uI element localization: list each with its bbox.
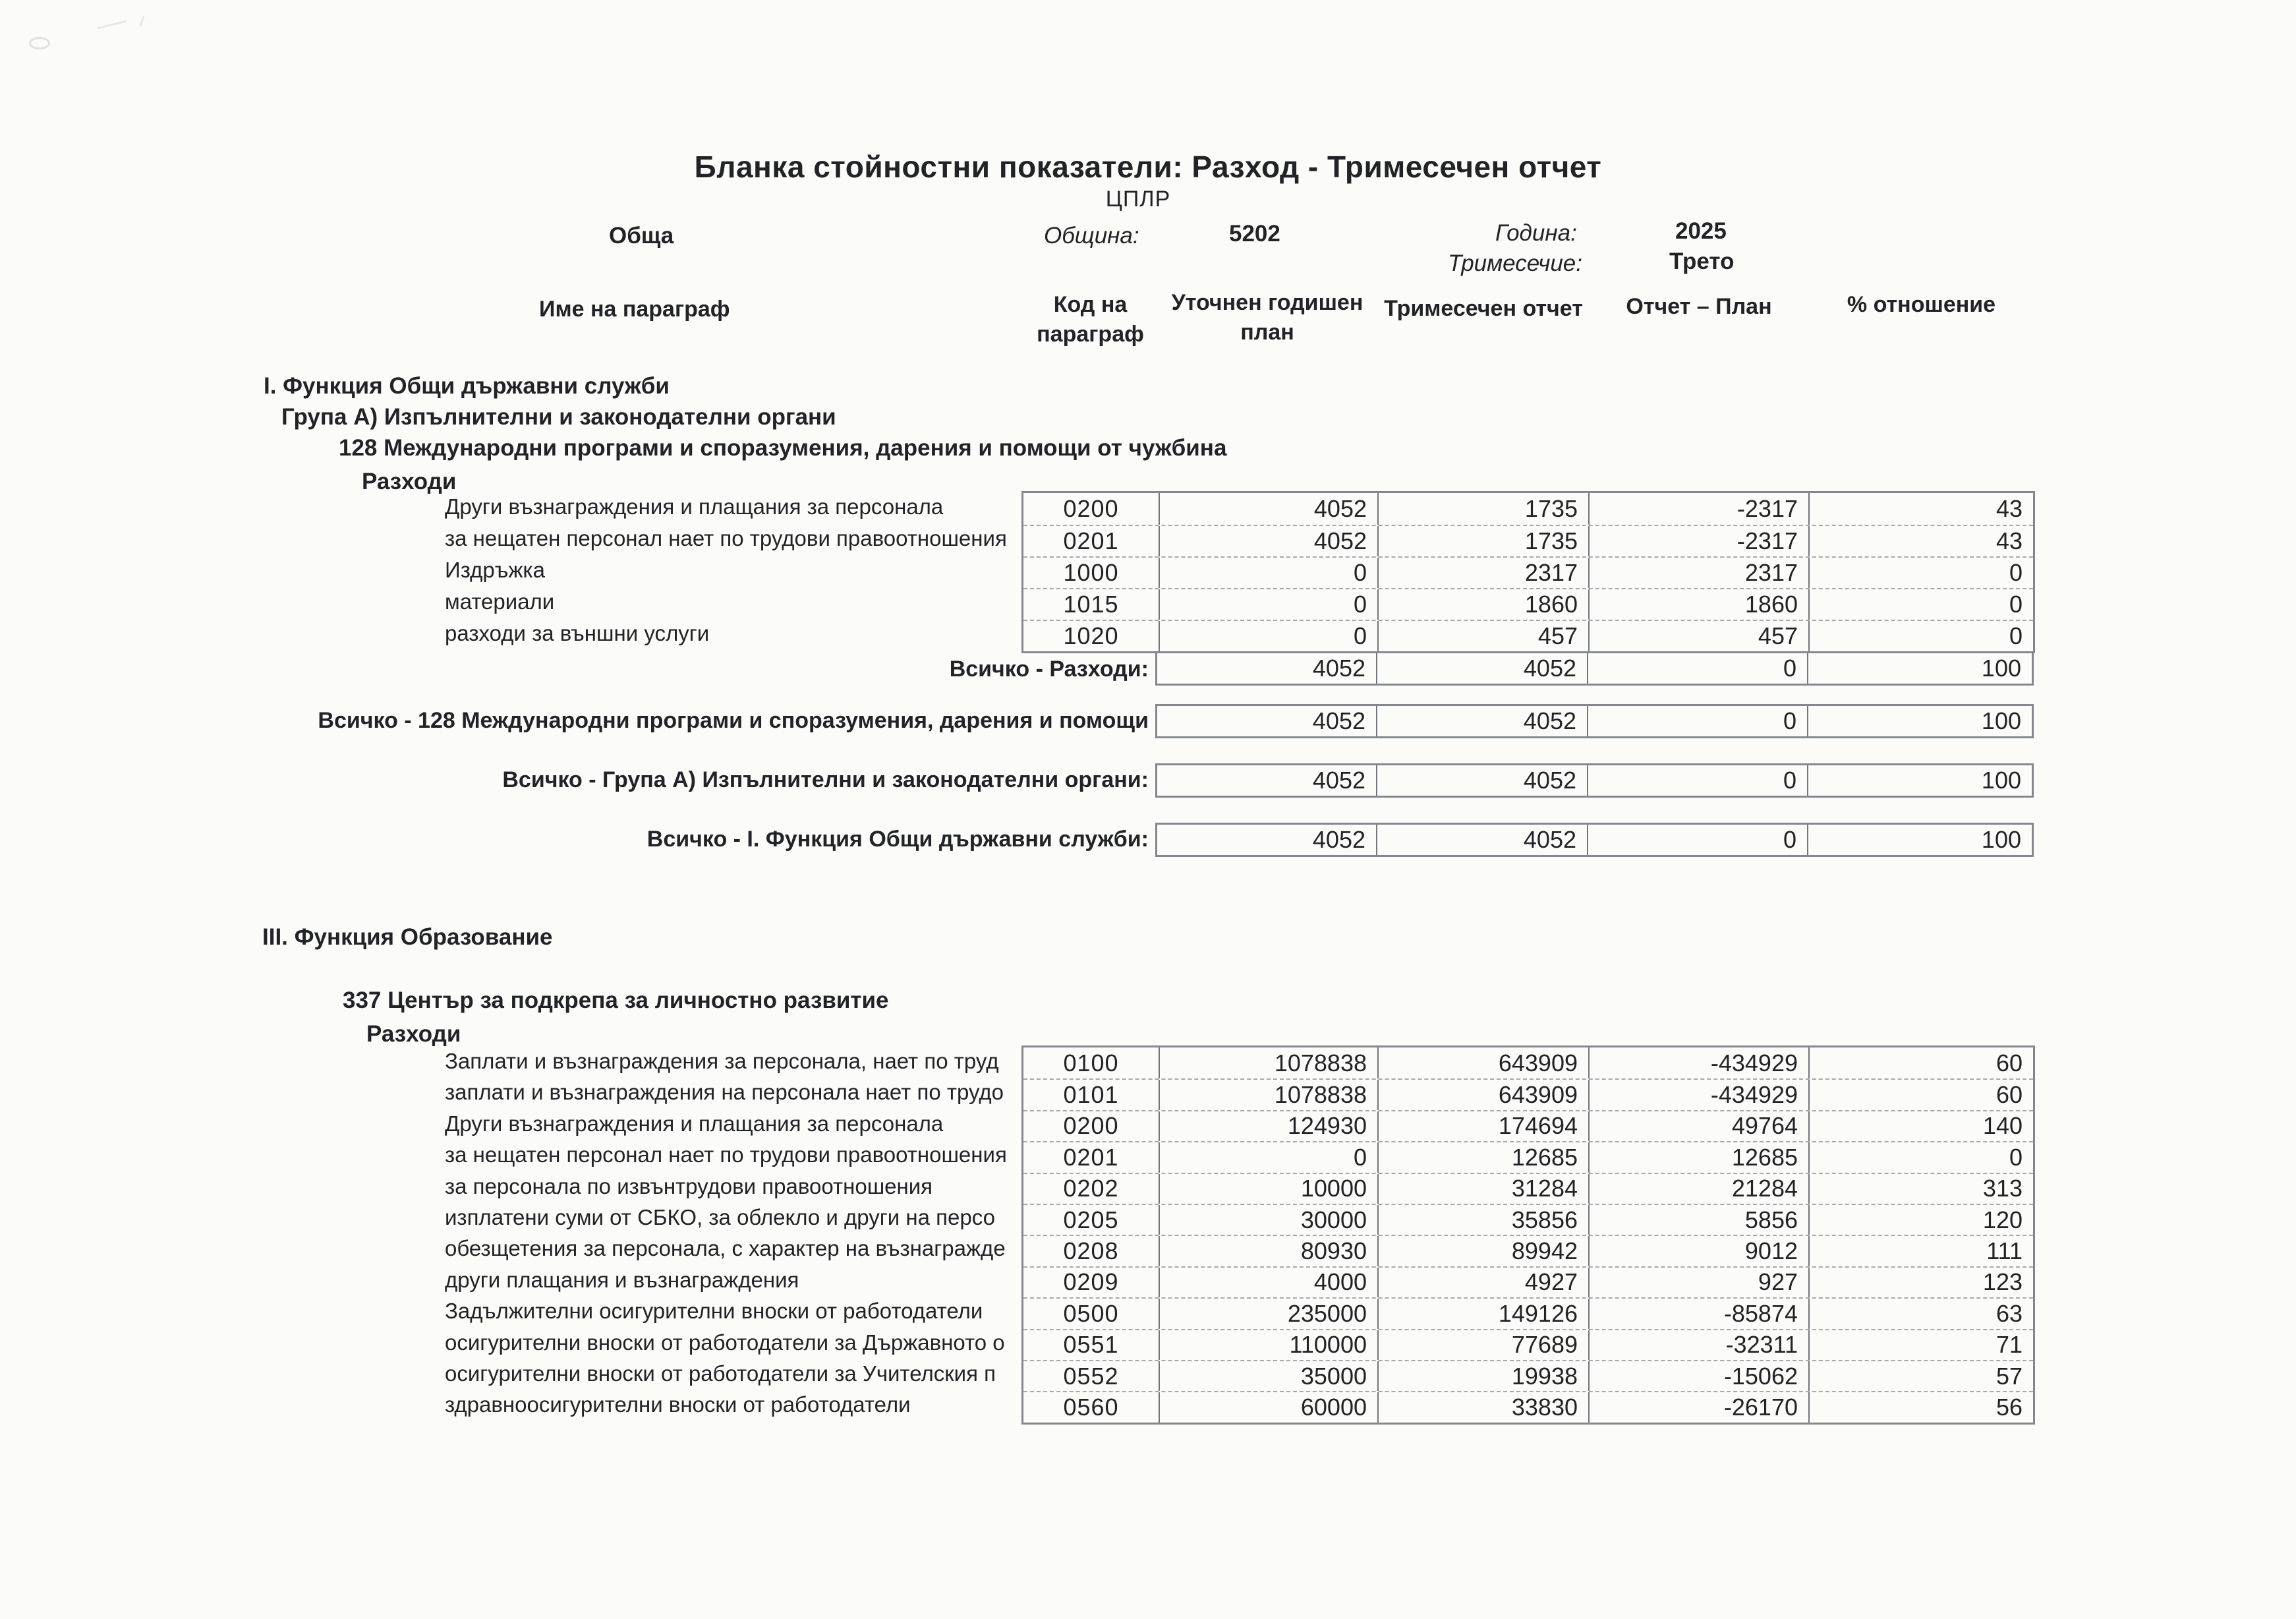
table2-row-labels: [445, 1045, 1019, 1421]
table-row: [1023, 1204, 2033, 1235]
table1-values: [1021, 491, 2035, 653]
quarter-value: Трето: [1669, 249, 1735, 274]
cell-plan: 4052: [1159, 493, 1377, 525]
cell-diff: 1860: [1588, 589, 1808, 620]
row-label: обезщетения за персонала, с характер на възнагражде: [445, 1236, 1006, 1261]
cell-diff: -2317: [1588, 526, 1808, 556]
table1-total-box: [1155, 651, 2034, 686]
cell-ratio: 60: [1808, 1047, 2033, 1078]
cell-plan: 0: [1159, 621, 1377, 651]
section1-function-heading: I. Функция Общи държавни служби: [264, 373, 670, 399]
cell-ratio: 0: [1808, 621, 2033, 651]
cell-report: 174694: [1377, 1111, 1588, 1141]
cell-ratio: 0: [1808, 558, 2033, 588]
row-label: други плащания и възнаграждения: [445, 1267, 799, 1292]
cell-report: 1860: [1377, 589, 1588, 620]
summary-row-label: Всичко - Група А) Изпълнителни и законодателни органи:: [502, 767, 1149, 792]
row-label: осигурителни вноски от работодатели за Учителския п: [445, 1361, 996, 1386]
cell-code: 0560: [1063, 1393, 1119, 1421]
cell-code: 0200: [1063, 495, 1119, 522]
table-row: [1023, 556, 2033, 588]
cell-diff: 0: [1587, 765, 1807, 796]
cell-plan: 80930: [1159, 1236, 1377, 1266]
cell-code: 0205: [1063, 1206, 1119, 1233]
section2-activity-heading: 337 Център за подкрепа за личностно развитие: [343, 987, 889, 1013]
table1-total-label: Всичко - Разходи:: [949, 657, 1149, 682]
cell-report: 1735: [1377, 526, 1588, 556]
cell-diff: 2317: [1588, 558, 1808, 588]
cell-report: 4927: [1377, 1268, 1588, 1297]
row-label: здравноосигурителни вноски от работодатели: [445, 1392, 911, 1417]
cell-code: 0100: [1063, 1049, 1119, 1076]
table-row: [1023, 1266, 2033, 1297]
summary-row-box: [1155, 823, 2034, 857]
cell-report: 12685: [1377, 1142, 1588, 1172]
cell-code: 0200: [1063, 1112, 1119, 1140]
cell-report: 33830: [1377, 1392, 1588, 1422]
cell-plan: 1078838: [1159, 1047, 1377, 1078]
cell-diff: 5856: [1588, 1205, 1808, 1235]
cell-plan: 124930: [1159, 1111, 1377, 1141]
summary-rows: [0, 704, 2296, 882]
cell-plan: 0: [1159, 558, 1377, 588]
column-header-code-line2: параграф: [1037, 322, 1144, 347]
cell-ratio: 100: [1807, 765, 2032, 796]
column-header-plan: [1158, 288, 1377, 345]
row-label: Други възнаграждения и плащания за персонала: [445, 1111, 944, 1136]
cell-report: 4052: [1376, 653, 1587, 684]
cell-diff: 0: [1587, 825, 1807, 855]
table-row: [1023, 1078, 2033, 1109]
table-row: [1023, 1391, 2033, 1422]
cell-plan: 30000: [1159, 1205, 1377, 1235]
column-header-diff: Отчет – План: [1626, 294, 1772, 319]
quarter-label: Тримесечие:: [1448, 250, 1582, 276]
cell-diff: -32311: [1588, 1330, 1808, 1360]
summary-row-label: Всичко - I. Функция Общи държавни служби:: [646, 827, 1149, 852]
cell-ratio: 313: [1808, 1174, 2033, 1204]
cell-plan: 110000: [1159, 1330, 1377, 1360]
page-title: Бланка стойностни показатели: Разход - Тримесечен отчет: [694, 150, 1602, 184]
cell-diff: -434929: [1588, 1047, 1808, 1078]
table-row: [1023, 1141, 2033, 1172]
column-header-code-line1: Код на: [1053, 292, 1128, 317]
cell-ratio: 100: [1807, 706, 2032, 736]
row-label: за нещатен персонал нает по трудови правоотношения: [445, 1142, 1007, 1167]
cell-ratio: 71: [1808, 1330, 2033, 1360]
cell-code: 0500: [1063, 1299, 1119, 1327]
cell-code: 0202: [1063, 1175, 1119, 1202]
cell-report: 2317: [1377, 558, 1588, 588]
summary-row: [0, 823, 2296, 860]
table2-values: [1021, 1045, 2035, 1425]
table1-row-labels: [445, 491, 1019, 649]
cell-ratio: 100: [1807, 825, 2032, 855]
cell-diff: 0: [1587, 706, 1807, 736]
cell-diff: 0: [1587, 653, 1807, 684]
cell-report: 89942: [1377, 1236, 1588, 1266]
cell-code: 0201: [1063, 1143, 1119, 1171]
cell-ratio: 123: [1808, 1268, 2033, 1297]
municipality-label: Община:: [1044, 223, 1139, 249]
row-label: Други възнаграждения и плащания за персонала: [445, 494, 944, 519]
cell-ratio: 57: [1808, 1361, 2033, 1391]
cell-plan: 35000: [1159, 1361, 1377, 1391]
cell-plan: 4052: [1312, 826, 1365, 853]
cell-report: 643909: [1377, 1047, 1588, 1078]
cell-plan: 1078838: [1159, 1080, 1377, 1109]
cell-plan: 0: [1159, 1142, 1377, 1172]
cell-ratio: 140: [1808, 1111, 2033, 1141]
cell-report: 19938: [1377, 1361, 1588, 1391]
summary-row-box: [1155, 704, 2034, 738]
cell-report: 4052: [1376, 825, 1587, 855]
cell-code: 1015: [1063, 591, 1119, 618]
form-type-label: Обща: [609, 223, 674, 249]
cell-code: 0552: [1063, 1362, 1119, 1390]
cell-diff: -434929: [1588, 1080, 1808, 1109]
column-header-report: Тримесечен отчет: [1384, 296, 1583, 321]
row-label: Заплати и възнаграждения за персонала, нает по труд: [445, 1049, 999, 1073]
table-row: [1023, 1329, 2033, 1360]
cell-plan: 0: [1159, 589, 1377, 620]
cell-diff: 49764: [1588, 1111, 1808, 1141]
cell-diff: -15062: [1588, 1361, 1808, 1391]
table-row: [1023, 1173, 2033, 1204]
cell-ratio: 120: [1808, 1205, 2033, 1235]
cell-plan: 4052: [1312, 767, 1365, 794]
cell-ratio: 0: [1808, 1142, 2033, 1172]
section1-group-heading: Група А) Изпълнителни и законодателни органи: [281, 404, 836, 430]
scan-noise-mark: [140, 16, 145, 26]
column-header-ratio: % отношение: [1847, 292, 1996, 317]
row-label: за персонала по извънтрудови правоотношения: [445, 1173, 933, 1198]
cell-plan: 60000: [1159, 1392, 1377, 1422]
cell-diff: 927: [1588, 1268, 1808, 1297]
cell-diff: 457: [1588, 621, 1808, 651]
column-header-plan-line2: план: [1240, 320, 1294, 345]
summary-row: [0, 704, 2296, 741]
cell-report: 4052: [1376, 765, 1587, 796]
cell-ratio: 43: [1808, 526, 2033, 556]
row-label: за нещатен персонал нает по трудови правоотношения: [445, 526, 1007, 550]
scan-noise-mark: [29, 37, 50, 49]
table-row: [1023, 588, 2033, 620]
row-label: заплати и възнаграждения на персонала нает по трудо: [445, 1080, 1004, 1105]
cell-report: 77689: [1377, 1330, 1588, 1360]
row-label: Издръжка: [445, 558, 545, 582]
cell-code: 0551: [1063, 1331, 1119, 1359]
cell-diff: -85874: [1588, 1299, 1808, 1328]
cell-diff: 9012: [1588, 1236, 1808, 1266]
table-row: [1023, 1110, 2033, 1141]
scan-noise-mark: [98, 20, 126, 30]
cell-report: 457: [1377, 621, 1588, 651]
cell-ratio: 43: [1808, 493, 2033, 525]
section2-function-heading: III. Функция Образование: [262, 924, 553, 950]
cell-ratio: 0: [1808, 589, 2033, 620]
cell-plan: 235000: [1159, 1299, 1377, 1328]
table-row: [1023, 1360, 2033, 1391]
summary-row-label: Всичко - 128 Международни програми и споразумения, дарения и помощи: [318, 708, 1149, 733]
cell-report: 4052: [1376, 706, 1587, 736]
row-label: изплатени суми от СБКО, за облекло и други на персо: [445, 1204, 995, 1229]
cell-plan: 4052: [1159, 526, 1377, 556]
summary-row-box: [1155, 763, 2034, 798]
cell-ratio: 100: [1807, 653, 2032, 684]
municipality-value: 5202: [1229, 221, 1280, 247]
cell-ratio: 60: [1808, 1080, 2033, 1109]
cell-code: 0101: [1063, 1081, 1119, 1109]
column-header-name: Име на параграф: [539, 297, 730, 322]
cell-report: 1735: [1377, 493, 1588, 525]
table-row: [1023, 1297, 2033, 1328]
row-label: Задължителни осигурителни вноски от работодатели: [445, 1299, 983, 1324]
year-value: 2025: [1675, 218, 1727, 244]
table-row: [1023, 1235, 2033, 1266]
cell-report: 643909: [1377, 1080, 1588, 1109]
cell-report: 149126: [1377, 1299, 1588, 1328]
column-header-plan-line1: Уточнен годишен: [1171, 290, 1363, 315]
cell-plan: 4052: [1312, 655, 1365, 682]
table-row: [1023, 525, 2033, 556]
table-row: [1023, 620, 2033, 651]
row-label: материали: [445, 589, 555, 614]
page-subtitle: ЦПЛР: [1105, 187, 1171, 212]
cell-code: 0208: [1063, 1237, 1119, 1265]
section1-activity-heading: 128 Международни програми и споразумения, дарения и помощи от чужбина: [339, 435, 1227, 461]
section2-block-label: Разходи: [366, 1021, 461, 1047]
table-row: [1023, 1047, 2033, 1078]
cell-report: 31284: [1377, 1174, 1588, 1204]
cell-diff: 12685: [1588, 1142, 1808, 1172]
cell-diff: 21284: [1588, 1174, 1808, 1204]
cell-report: 35856: [1377, 1205, 1588, 1235]
cell-code: 1000: [1063, 559, 1119, 586]
row-label: осигурителни вноски от работодатели за Държавното о: [445, 1330, 1005, 1355]
section1-block-label: Разходи: [362, 469, 457, 494]
cell-plan: 4000: [1159, 1268, 1377, 1297]
cell-diff: -26170: [1588, 1392, 1808, 1422]
cell-ratio: 111: [1808, 1236, 2033, 1266]
cell-plan: 4052: [1312, 707, 1365, 734]
row-label: разходи за външни услуги: [445, 621, 710, 645]
cell-code: 0201: [1063, 527, 1119, 554]
year-label: Година:: [1495, 220, 1577, 246]
table-row: [1023, 493, 2033, 525]
cell-ratio: 56: [1808, 1392, 2033, 1422]
cell-diff: -2317: [1588, 493, 1808, 525]
cell-plan: 10000: [1159, 1174, 1377, 1204]
cell-ratio: 63: [1808, 1299, 2033, 1328]
summary-row: [0, 763, 2296, 800]
column-header-code: [1021, 290, 1159, 347]
cell-code: 0209: [1063, 1268, 1119, 1296]
cell-code: 1020: [1063, 622, 1119, 649]
